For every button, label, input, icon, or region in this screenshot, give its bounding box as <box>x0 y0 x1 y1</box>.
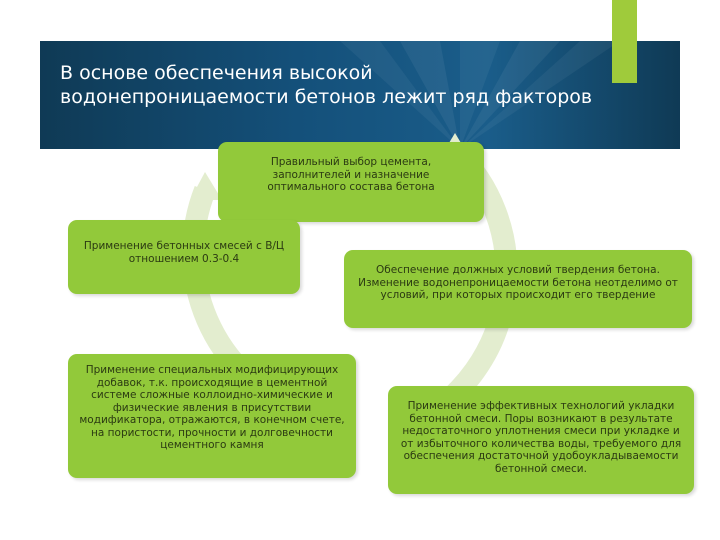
factor-text: Применение специальных модифицирующих добавок, т.к. происходящие в цементной системе сложные коллоидно-химические и физические явления в присутствии модификатора, отражаются, в конечном счете, на пористости, прочности и долговечности цементного камня <box>79 364 345 451</box>
factor-text: Правильный выбор цемента, заполнителей и назначение оптимального состава бетона <box>267 156 435 193</box>
factor-text: Обеспечение должных условий твердения бетона. Изменение водонепроницаемости бетона неотделимо от условий, при которых происходит его твердение <box>358 264 678 301</box>
factor-box-placement-technology <box>388 386 694 494</box>
factor-box-cement-selection <box>218 142 484 222</box>
slide-title-line-1: В основе обеспечения высокой <box>60 62 373 84</box>
factor-box-water-cement-ratio <box>68 220 300 294</box>
factor-box-curing-conditions <box>344 250 692 328</box>
factor-text: Применение эффективных технологий укладки бетонной смеси. Поры возникают в результате недостаточного уплотнения смеси при укладке и от избыточного количества воды, требуемого для обеспечения достаточной удобоукладываемости бетонной смеси. <box>400 400 682 475</box>
factor-box-modifying-additives <box>68 354 356 478</box>
slide-title-line-2: водонепроницаемости бетонов лежит ряд факторов <box>60 86 593 108</box>
factor-text: Применение бетонных смесей с В/Ц отношением 0.3-0.4 <box>83 240 285 265</box>
